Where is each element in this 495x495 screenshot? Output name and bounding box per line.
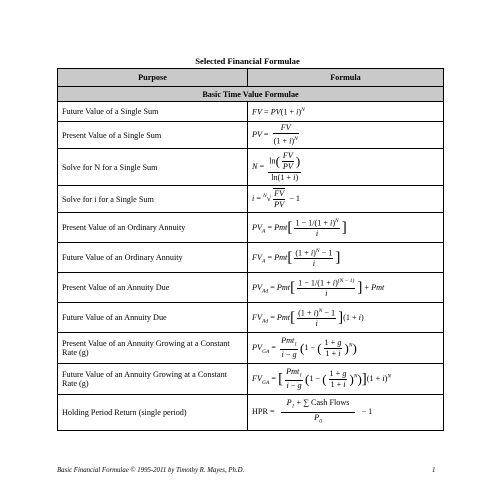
table-row — [58, 243, 444, 273]
row-formula: $PV_{Ad} = Pmt$[ $\frac{1 - 1/(1 + i)^{(N - 1)}}{i}$ ] + Pmt — [248, 273, 444, 303]
row-formula: N = ln( $\frac{FV}{PV}$ ) ln(1 + i) — [248, 149, 444, 186]
row-formula: PV = $\frac{FV}{(1 + i)^N}$ — [248, 122, 444, 149]
row-formula: $PV_{GA}$ = $\frac{Pmt_1}{i - g}$ (1 − ( $\frac{1 + g}{1 + i}$ )$^N$) — [248, 333, 444, 364]
table-row — [58, 122, 444, 149]
row-purpose: Present Value of a Single Sum — [58, 122, 248, 149]
row-purpose: Holding Period Return (single period) — [58, 395, 248, 431]
row-purpose: Solve for i for a Single Sum — [58, 186, 248, 213]
header-row — [58, 69, 444, 87]
row-formula: $PV_A = Pmt$[ $\frac{1 - 1/(1 + i)^N}{i}$ ] — [248, 213, 444, 243]
row-purpose: Present Value of an Annuity Due — [58, 273, 248, 303]
table-row — [58, 213, 444, 243]
table-row — [58, 395, 444, 431]
section-heading: Basic Time Value Formulae — [58, 87, 444, 102]
row-purpose: Present Value of an Annuity Growing at a Constant Rate (g) — [58, 333, 248, 364]
formula-header: Formula — [248, 69, 444, 87]
section-row — [58, 87, 444, 102]
footer-copyright: Basic Financial Formulae © 1995-2011 by Timothy R. Mayes, Ph.D. — [57, 467, 245, 474]
table-row — [58, 273, 444, 303]
formula-table — [57, 68, 444, 431]
table-row — [58, 364, 444, 395]
row-purpose: Solve for N for a Single Sum — [58, 149, 248, 186]
row-purpose: Present Value of an Ordinary Annuity — [58, 213, 248, 243]
row-formula: $FV_{GA}$ = [ $\frac{Pmt_1}{i - g}$ (1 − ( $\frac{1 + g}{1 + i}$ )$^N)](1 + i)^N$ — [248, 364, 444, 395]
table-row — [58, 102, 444, 122]
row-formula: FV = $PV(1 + i)^N$ — [248, 102, 444, 122]
row-purpose: Future Value of an Annuity Due — [58, 303, 248, 333]
row-purpose: Future Value of an Annuity Growing at a Constant Rate (g) — [58, 364, 248, 395]
document-title: Selected Financial Formulae — [195, 56, 300, 66]
table-row — [58, 186, 444, 213]
page-number: 1 — [432, 467, 436, 474]
row-purpose: Future Value of a Single Sum — [58, 102, 248, 122]
table-row — [58, 303, 444, 333]
row-formula: $FV_A = Pmt$[ $\frac{(1 + i)^N - 1}{i}$ ] — [248, 243, 444, 273]
row-purpose: Future Value of an Ordinary Annuity — [58, 243, 248, 273]
row-formula: HPR = $\frac{P_1 + \sum Cash Flows}{P_0}$ − 1 — [248, 395, 444, 431]
row-formula: $FV_{Ad} = Pmt$[ $\frac{(1 + i)^N - 1}{i}$ ](1 + i) — [248, 303, 444, 333]
purpose-header: Purpose — [58, 69, 248, 87]
row-formula: i = $^N$√ $\frac{FV}{PV}$ − 1 — [248, 186, 444, 213]
table-row — [58, 333, 444, 364]
table-row — [58, 149, 444, 186]
